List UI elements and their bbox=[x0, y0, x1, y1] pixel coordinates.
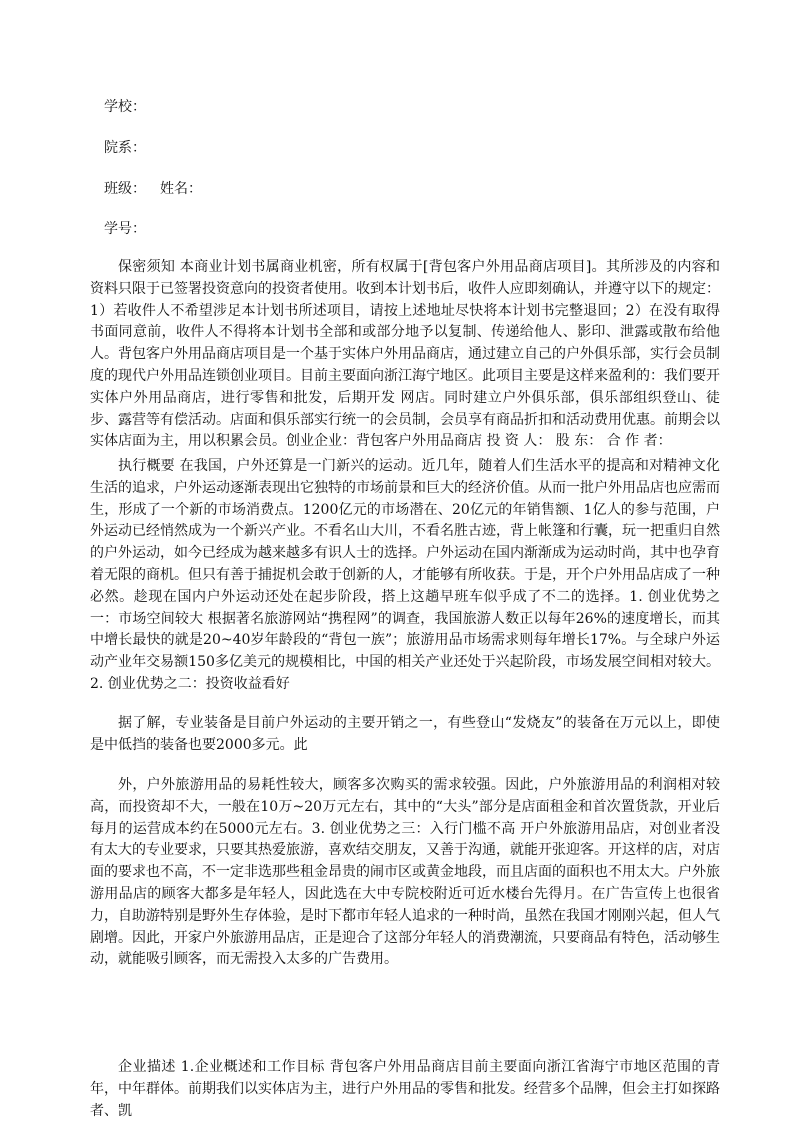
class-label: 班级： bbox=[104, 181, 146, 197]
class-name-field bbox=[104, 179, 202, 199]
equipment-cost-paragraph: 据了解，专业装备是目前户外运动的主要开销之一，有些登山“发烧友”的装备在万元以上，即使是中低挡的装备也要2000多元。此 bbox=[90, 715, 720, 753]
name-label: 姓名： bbox=[160, 181, 202, 197]
department-label: 院系： bbox=[104, 140, 146, 156]
executive-summary-paragraph: 执行概要 在我国，户外还算是一门新兴的运动。近几年，随着人们生活水平的提高和对精神文化生活的追求，户外运动逐渐表现出它独特的市场前景和巨大的经济价值。从而一批户外用品店也应需而生，形成了一个新的市场消费点。1200亿元的市场潜在、20亿元的年销售额、1亿人的参与范围，户外运动已经悄然成为一个新兴产业。不看名山大川，不看名胜古迹，背上帐篷和行囊，玩一把重归自然的户外运动，如今已经成为越来越多有识人士的选择。户外运动在国内渐渐成为运动时尚，其中也孕育着无限的商机。但只有善于捕捉机会敢于创新的人，才能够有所收获。于是，开个户外用品店成了一种必然。趁现在国内户外运动还处在起步阶段，搭上这趟早班车似乎成了不二的选择。1. 创业优势之一：市场空间较大 根据著名旅游网站“携程网”的调查，我国旅游人数正以每年26%的速度增长，而其中增长最快的就是20~40岁年龄段的“背包一族”；旅游用品市场需求则每年增长17%。与全球户外运动产业年交易额150多亿美元的规模相比，中国的相关产业还处于兴起阶段，市场发展空间相对较大。2. 创业优势之二：投资收益看好 bbox=[90, 458, 720, 692]
company-description-paragraph: 企业描述 1.企业概述和工作目标 背包客户外用品商店目前主要面向浙江省海宁市地区范围的青年，中年群体。前期我们以实体店为主，进行户外用品的零售和批发。经营多个品牌，但会主打如探路者、凯 bbox=[90, 1059, 720, 1119]
school-field bbox=[104, 97, 146, 117]
school-label: 学校： bbox=[104, 99, 146, 115]
investment-paragraph: 外，户外旅游用品的易耗性较大，顾客多次购买的需求较强。因此，户外旅游用品的利润相对较高，而投资却不大，一般在10万~20万元左右，其中的“大头”部分是店面租金和首次置货款，开业后每月的运营成本约在5000元左右。3. 创业优势之三：入行门槛不高 开户外旅游用品店，对创业者没有太大的专业要求，只要其热爱旅游，喜欢结交朋友，又善于沟通，就能开张迎客。开这样的店，对店面的要求也不高，不一定非选那些租金昂贵的闹市区或黄金地段，而且店面的面积也不用太大。户外旅游用品店的顾客大都多是年轻人，因此选在大中专院校附近可近水楼台先得月。在广告宣传上也很省力，自助游特别是野外生存体验，是时下都市年轻人追求的一种时尚，虽然在我国才刚刚兴起，但人气剧增。因此，开家户外旅游用品店，正是迎合了这部分年轻人的消费潮流，只要商品有特色，活动够生动，就能吸引顾客，而无需投入太多的广告费用。 bbox=[90, 777, 720, 968]
student-id-label: 学号： bbox=[104, 221, 146, 237]
student-id-field bbox=[104, 219, 146, 239]
department-field bbox=[104, 138, 146, 158]
confidentiality-paragraph: 保密须知 本商业计划书属商业机密，所有权属于[背包客户外用品商店项目]。其所涉及的内容和资料只限于已签署投资意向的投资者使用。收到本计划书后，收件人应即刻确认，并遵守以下的规定：1）若收件人不希望涉足本计划书所述项目，请按上述地址尽快将本计划书完整退回；2）在没有取得书面同意前，收件人不得将本计划书全部和或部分地予以复制、传递给他人、影印、泄露或散布给他人。背包客户外用品商店项目是一个基于实体户外用品商店，通过建立自己的户外俱乐部，实行会员制度的现代户外用品连锁创业项目。目前主要面向浙江海宁地区。此项目主要是这样来盈利的：我们要开实体户外用品商店，进行零售和批发，后期开发 网店。同时建立户外俱乐部，俱乐部组织登山、徒步、露营等有偿活动。店面和俱乐部实行统一的会员制，会员享有商品折扣和活动费用优惠。前期会以实体店面为主，用以积累会员。创业企业：背包客户外用品商店 投 资 人： 股 东： 合 作 者： bbox=[90, 259, 720, 450]
